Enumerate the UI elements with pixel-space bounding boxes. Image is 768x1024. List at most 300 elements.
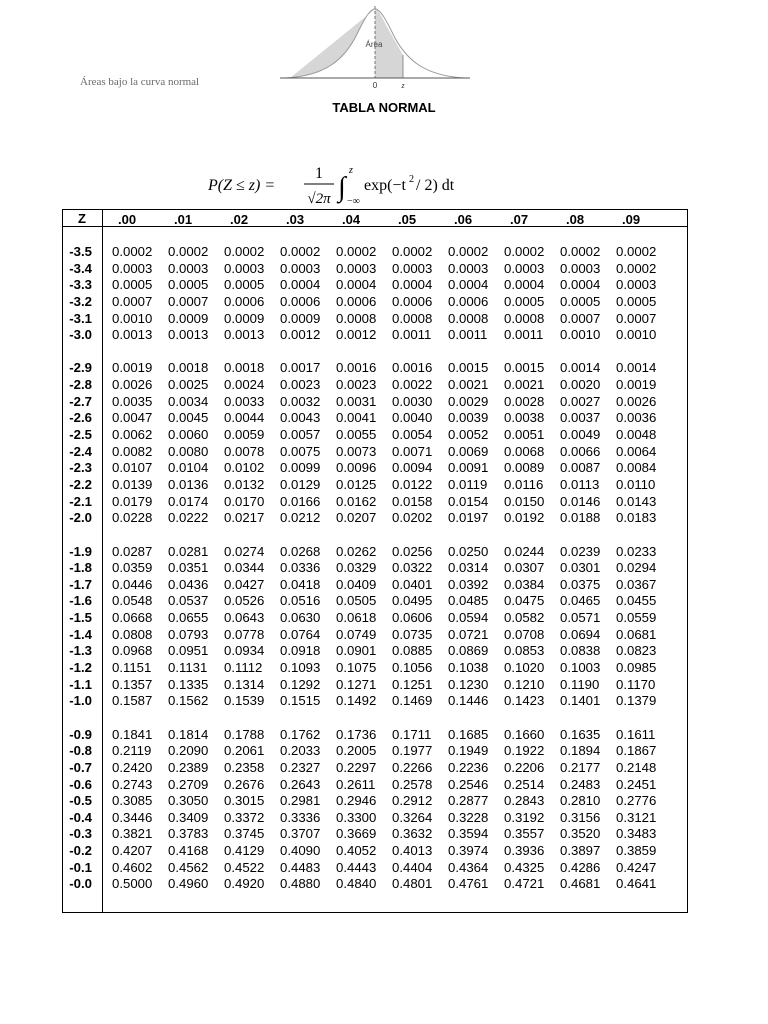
probability-cell: 0.0158 xyxy=(392,493,433,509)
probability-cell: 0.0006 xyxy=(392,293,433,309)
probability-cell: 0.2810 xyxy=(560,793,601,809)
probability-cell: 0.0708 xyxy=(504,626,545,642)
probability-cell: 0.0116 xyxy=(504,476,544,492)
probability-cell: 0.0618 xyxy=(336,610,377,626)
probability-cell: 0.0073 xyxy=(336,443,377,459)
probability-cell: 0.0823 xyxy=(616,643,657,659)
table-row xyxy=(62,294,662,311)
probability-cell: 0.0003 xyxy=(224,260,265,276)
probability-cell: 0.0853 xyxy=(504,643,545,659)
probability-cell: 0.0110 xyxy=(616,476,656,492)
probability-cell: 0.0002 xyxy=(224,244,265,259)
probability-cell: 0.1611 xyxy=(616,726,656,742)
column-header: .07 xyxy=(510,212,529,227)
formula-body: exp(−t xyxy=(364,177,406,194)
probability-cell: 0.0019 xyxy=(112,360,153,376)
z-value: -2.6 xyxy=(69,410,92,426)
probability-cell: 0.3264 xyxy=(392,809,433,825)
probability-cell: 0.1922 xyxy=(504,743,545,759)
probability-cell: 0.0029 xyxy=(448,393,489,409)
probability-cell: 0.0030 xyxy=(392,393,433,409)
z-value: -0.7 xyxy=(69,759,92,775)
probability-cell: 0.0002 xyxy=(168,244,209,259)
probability-cell: 0.0192 xyxy=(504,510,545,526)
probability-cell: 0.3372 xyxy=(224,809,265,825)
z-value: -3.0 xyxy=(69,327,92,343)
table-row xyxy=(62,560,662,577)
probability-cell: 0.1093 xyxy=(280,660,321,676)
probability-cell: 0.4641 xyxy=(616,876,657,892)
probability-cell: 0.0004 xyxy=(392,277,433,293)
probability-cell: 0.0037 xyxy=(560,410,601,426)
probability-cell: 0.0004 xyxy=(504,277,545,293)
table-row xyxy=(62,577,662,594)
probability-cell: 0.2776 xyxy=(616,793,657,809)
probability-cell: 0.0066 xyxy=(560,443,601,459)
probability-cell: 0.1977 xyxy=(392,743,433,759)
probability-cell: 0.2033 xyxy=(280,743,321,759)
probability-cell: 0.0005 xyxy=(112,277,153,293)
probability-cell: 0.4364 xyxy=(448,859,489,875)
probability-cell: 0.0179 xyxy=(112,493,153,509)
probability-cell: 0.0060 xyxy=(168,427,209,443)
probability-cell: 0.1251 xyxy=(392,676,433,692)
probability-cell: 0.1292 xyxy=(280,676,321,692)
table-row xyxy=(62,311,662,328)
probability-cell: 0.0174 xyxy=(168,493,209,509)
probability-cell: 0.0003 xyxy=(168,260,209,276)
probability-cell: 0.1469 xyxy=(392,693,433,709)
probability-cell: 0.0006 xyxy=(336,293,377,309)
probability-cell: 0.1711 xyxy=(392,726,432,742)
probability-cell: 0.4761 xyxy=(448,876,489,892)
probability-cell: 0.0901 xyxy=(336,643,377,659)
probability-cell: 0.2177 xyxy=(560,759,601,775)
probability-cell: 0.1539 xyxy=(224,693,265,709)
probability-cell: 0.3050 xyxy=(168,793,209,809)
probability-cell: 0.2611 xyxy=(336,776,376,792)
probability-cell: 0.4325 xyxy=(504,859,545,875)
probability-cell: 0.4052 xyxy=(336,843,377,859)
probability-cell: 0.2676 xyxy=(224,776,265,792)
probability-cell: 0.3015 xyxy=(224,793,265,809)
probability-cell: 0.2877 xyxy=(448,793,489,809)
probability-cell: 0.4013 xyxy=(392,843,433,859)
probability-cell: 0.2912 xyxy=(392,793,433,809)
probability-cell: 0.4840 xyxy=(336,876,377,892)
table-row xyxy=(62,261,662,278)
probability-cell: 0.0009 xyxy=(280,310,321,326)
probability-cell: 0.0495 xyxy=(392,593,433,609)
probability-cell: 0.0129 xyxy=(280,476,321,492)
probability-cell: 0.0268 xyxy=(280,543,321,559)
probability-cell: 0.0019 xyxy=(616,377,657,393)
probability-cell: 0.0139 xyxy=(112,476,153,492)
z-value: -1.5 xyxy=(69,610,92,626)
probability-cell: 0.0012 xyxy=(336,327,377,343)
probability-cell: 0.0262 xyxy=(336,543,377,559)
probability-cell: 0.0336 xyxy=(280,560,321,576)
probability-cell: 0.0038 xyxy=(504,410,545,426)
table-row xyxy=(62,760,662,777)
probability-cell: 0.0026 xyxy=(616,393,657,409)
probability-cell: 0.0392 xyxy=(448,576,489,592)
probability-cell: 0.0207 xyxy=(336,510,377,526)
probability-cell: 0.0002 xyxy=(616,260,657,276)
probability-cell: 0.0057 xyxy=(280,427,321,443)
probability-cell: 0.0104 xyxy=(168,460,209,476)
column-header: .00 xyxy=(118,212,137,227)
probability-cell: 0.0322 xyxy=(392,560,433,576)
probability-cell: 0.0217 xyxy=(224,510,265,526)
probability-cell: 0.0002 xyxy=(448,244,489,259)
probability-cell: 0.0233 xyxy=(616,543,657,559)
probability-cell: 0.0548 xyxy=(112,593,153,609)
probability-cell: 0.2389 xyxy=(168,759,209,775)
probability-cell: 0.2327 xyxy=(280,759,321,775)
probability-cell: 0.0026 xyxy=(112,377,153,393)
probability-cell: 0.1151 xyxy=(112,660,152,676)
probability-cell: 0.0006 xyxy=(280,293,321,309)
probability-cell: 0.1894 xyxy=(560,743,601,759)
probability-cell: 0.0344 xyxy=(224,560,265,576)
probability-cell: 0.0024 xyxy=(224,377,265,393)
probability-cell: 0.3974 xyxy=(448,843,489,859)
probability-cell: 0.1949 xyxy=(448,743,489,759)
probability-cell: 0.2843 xyxy=(504,793,545,809)
probability-cell: 0.3745 xyxy=(224,826,265,842)
column-header: .02 xyxy=(230,212,249,227)
probability-cell: 0.0002 xyxy=(392,244,433,259)
probability-cell: 0.0005 xyxy=(504,293,545,309)
probability-cell: 0.0015 xyxy=(448,360,489,376)
probability-cell: 0.3483 xyxy=(616,826,657,842)
probability-cell: 0.0049 xyxy=(560,427,601,443)
probability-cell: 0.0003 xyxy=(392,260,433,276)
probability-cell: 0.1788 xyxy=(224,726,265,742)
probability-cell: 0.0537 xyxy=(168,593,209,609)
probability-cell: 0.0069 xyxy=(448,443,489,459)
probability-cell: 0.0681 xyxy=(616,626,657,642)
probability-cell: 0.0132 xyxy=(224,476,265,492)
probability-cell: 0.0082 xyxy=(112,443,153,459)
probability-cell: 0.4286 xyxy=(560,859,601,875)
probability-cell: 0.0089 xyxy=(504,460,545,476)
probability-cell: 0.2709 xyxy=(168,776,209,792)
probability-cell: 0.0008 xyxy=(392,310,433,326)
probability-cell: 0.0694 xyxy=(560,626,601,642)
probability-cell: 0.0505 xyxy=(336,593,377,609)
probability-cell: 0.0052 xyxy=(448,427,489,443)
probability-cell: 0.4404 xyxy=(392,859,433,875)
probability-cell: 0.0096 xyxy=(336,460,377,476)
probability-cell: 0.0005 xyxy=(168,277,209,293)
probability-cell: 0.0951 xyxy=(168,643,209,659)
zero-label: 0 xyxy=(372,81,378,90)
probability-cell: 0.0002 xyxy=(560,244,601,259)
probability-cell: 0.0212 xyxy=(280,510,321,526)
probability-cell: 0.0091 xyxy=(448,460,489,476)
probability-cell: 0.0885 xyxy=(392,643,433,659)
probability-cell: 0.0007 xyxy=(112,293,153,309)
probability-cell: 0.0918 xyxy=(280,643,321,659)
table-row xyxy=(62,793,662,810)
probability-cell: 0.0013 xyxy=(224,327,265,343)
probability-cell: 0.0985 xyxy=(616,660,657,676)
probability-cell: 0.0007 xyxy=(560,310,601,326)
probability-cell: 0.0764 xyxy=(280,626,321,642)
probability-cell: 0.1736 xyxy=(336,726,377,742)
probability-cell: 0.2266 xyxy=(392,759,433,775)
probability-cell: 0.4090 xyxy=(280,843,321,859)
table-row xyxy=(62,743,662,760)
probability-cell: 0.3156 xyxy=(560,809,601,825)
table-row xyxy=(62,544,662,561)
page-title: TABLA NORMAL xyxy=(332,100,436,115)
probability-cell: 0.0154 xyxy=(448,493,489,509)
probability-cell: 0.0010 xyxy=(560,327,601,343)
table-row xyxy=(62,494,662,511)
probability-cell: 0.1003 xyxy=(560,660,601,676)
probability-cell: 0.2514 xyxy=(504,776,545,792)
z-value: -0.0 xyxy=(69,876,92,892)
probability-cell: 0.0048 xyxy=(616,427,657,443)
probability-cell: 0.0228 xyxy=(112,510,153,526)
probability-cell: 0.0122 xyxy=(392,476,433,492)
probability-cell: 0.0516 xyxy=(280,593,321,609)
column-header: .01 xyxy=(174,212,193,227)
probability-cell: 0.0040 xyxy=(392,410,433,426)
probability-cell: 0.0003 xyxy=(448,260,489,276)
probability-cell: 0.1867 xyxy=(616,743,657,759)
probability-cell: 0.4562 xyxy=(168,859,209,875)
probability-cell: 0.0003 xyxy=(504,260,545,276)
probability-cell: 0.0004 xyxy=(280,277,321,293)
probability-cell: 0.0136 xyxy=(168,476,209,492)
probability-cell: 0.0384 xyxy=(504,576,545,592)
formula-tail: / 2) dt xyxy=(416,177,455,194)
probability-cell: 0.0721 xyxy=(448,626,489,642)
probability-cell: 0.0039 xyxy=(448,410,489,426)
probability-cell: 0.0099 xyxy=(280,460,321,476)
table-row xyxy=(62,610,662,627)
probability-cell: 0.0045 xyxy=(168,410,209,426)
figure-caption: Áreas bajo la curva normal xyxy=(80,76,200,88)
probability-cell: 0.3520 xyxy=(560,826,601,842)
probability-cell: 0.0003 xyxy=(112,260,153,276)
probability-cell: 0.0409 xyxy=(336,576,377,592)
z-value: -0.2 xyxy=(69,843,92,859)
probability-cell: 0.3783 xyxy=(168,826,209,842)
z-value: -2.3 xyxy=(69,460,92,476)
probability-cell: 0.0606 xyxy=(392,610,433,626)
table-row xyxy=(62,327,662,344)
probability-cell: 0.1075 xyxy=(336,660,377,676)
probability-cell: 0.4207 xyxy=(112,843,153,859)
probability-cell: 0.0202 xyxy=(392,510,433,526)
probability-cell: 0.0475 xyxy=(504,593,545,609)
probability-cell: 0.0078 xyxy=(224,443,265,459)
table-row xyxy=(62,810,662,827)
probability-cell: 0.4247 xyxy=(616,859,657,875)
probability-cell: 0.0015 xyxy=(504,360,545,376)
probability-cell: 0.0183 xyxy=(616,510,657,526)
probability-cell: 0.1038 xyxy=(448,660,489,676)
probability-cell: 0.3859 xyxy=(616,843,657,859)
probability-cell: 0.0446 xyxy=(112,576,153,592)
probability-cell: 0.3446 xyxy=(112,809,153,825)
z-value: -1.0 xyxy=(69,693,92,709)
probability-cell: 0.0150 xyxy=(504,493,545,509)
probability-cell: 0.3228 xyxy=(448,809,489,825)
z-value: -1.8 xyxy=(69,560,92,576)
z-value: -0.8 xyxy=(69,743,92,759)
probability-cell: 0.1401 xyxy=(560,693,601,709)
probability-cell: 0.1492 xyxy=(336,693,377,709)
probability-cell: 0.1379 xyxy=(616,693,657,709)
probability-cell: 0.2358 xyxy=(224,759,265,775)
probability-cell: 0.0043 xyxy=(280,410,321,426)
probability-cell: 0.0012 xyxy=(280,327,321,343)
probability-cell: 0.0002 xyxy=(336,244,377,259)
z-value: -2.5 xyxy=(69,427,92,443)
probability-cell: 0.0436 xyxy=(168,576,209,592)
probability-cell: 0.2643 xyxy=(280,776,321,792)
probability-cell: 0.0014 xyxy=(560,360,601,376)
probability-cell: 0.0028 xyxy=(504,393,545,409)
probability-cell: 0.1814 xyxy=(168,726,209,742)
area-label: Área xyxy=(365,40,383,49)
probability-cell: 0.5000 xyxy=(112,876,153,892)
probability-cell: 0.0059 xyxy=(224,427,265,443)
group-spacer xyxy=(62,344,662,361)
probability-cell: 0.0023 xyxy=(280,377,321,393)
probability-cell: 0.0455 xyxy=(616,593,657,609)
z-value: -0.1 xyxy=(69,859,92,875)
probability-cell: 0.3409 xyxy=(168,809,209,825)
probability-cell: 0.0003 xyxy=(336,260,377,276)
probability-cell: 0.0526 xyxy=(224,593,265,609)
probability-cell: 0.0041 xyxy=(336,410,377,426)
probability-cell: 0.4602 xyxy=(112,859,153,875)
probability-cell: 0.0375 xyxy=(560,576,601,592)
probability-cell: 0.3085 xyxy=(112,793,153,809)
probability-cell: 0.0239 xyxy=(560,543,601,559)
probability-cell: 0.0018 xyxy=(168,360,209,376)
probability-cell: 0.1635 xyxy=(560,726,601,742)
z-value: -1.3 xyxy=(69,643,92,659)
probability-cell: 0.0143 xyxy=(616,493,657,509)
probability-cell: 0.4880 xyxy=(280,876,321,892)
probability-cell: 0.2005 xyxy=(336,743,377,759)
probability-cell: 0.0021 xyxy=(448,377,489,393)
probability-cell: 0.4129 xyxy=(224,843,265,859)
probability-cell: 0.3936 xyxy=(504,843,545,859)
probability-cell: 0.0003 xyxy=(616,277,657,293)
probability-cell: 0.3897 xyxy=(560,843,601,859)
formula-exponent: 2 xyxy=(409,174,414,185)
probability-cell: 0.0146 xyxy=(560,493,601,509)
probability-cell: 0.0287 xyxy=(112,543,153,559)
table-row xyxy=(62,643,662,660)
z-value: -1.7 xyxy=(69,576,92,592)
probability-cell: 0.3557 xyxy=(504,826,545,842)
probability-cell: 0.0559 xyxy=(616,610,657,626)
probability-cell: 0.4681 xyxy=(560,876,601,892)
probability-cell: 0.0329 xyxy=(336,560,377,576)
probability-cell: 0.0051 xyxy=(504,427,545,443)
column-header: .03 xyxy=(286,212,305,227)
probability-cell: 0.0582 xyxy=(504,610,545,626)
probability-cell: 0.0014 xyxy=(616,360,657,376)
formula-denominator: √2π xyxy=(307,191,331,207)
probability-cell: 0.0034 xyxy=(168,393,209,409)
probability-cell: 0.0162 xyxy=(336,493,377,509)
probability-cell: 0.2483 xyxy=(560,776,601,792)
probability-cell: 0.0934 xyxy=(224,643,265,659)
probability-cell: 0.0009 xyxy=(224,310,265,326)
probability-cell: 0.0351 xyxy=(168,560,209,576)
probability-cell: 0.0010 xyxy=(112,310,153,326)
probability-cell: 0.0301 xyxy=(560,560,601,576)
probability-cell: 0.0307 xyxy=(504,560,545,576)
probability-cell: 0.2206 xyxy=(504,759,545,775)
probability-cell: 0.0075 xyxy=(280,443,321,459)
probability-cell: 0.0222 xyxy=(168,510,209,526)
probability-cell: 0.0003 xyxy=(280,260,321,276)
probability-cell: 0.1841 xyxy=(112,726,153,742)
probability-cell: 0.0084 xyxy=(616,460,657,476)
probability-cell: 0.1562 xyxy=(168,693,209,709)
probability-cell: 0.3300 xyxy=(336,809,377,825)
table-row xyxy=(62,460,662,477)
z-value: -3.4 xyxy=(69,260,92,276)
probability-cell: 0.2236 xyxy=(448,759,489,775)
probability-cell: 0.0035 xyxy=(112,393,153,409)
z-value: -1.6 xyxy=(69,593,92,609)
probability-cell: 0.0094 xyxy=(392,460,433,476)
formula-numerator: 1 xyxy=(315,165,323,182)
probability-cell: 0.0006 xyxy=(224,293,265,309)
table-row xyxy=(62,410,662,427)
z-value: -3.1 xyxy=(69,310,92,326)
probability-cell: 0.4483 xyxy=(280,859,321,875)
z-value: -1.9 xyxy=(69,543,92,559)
probability-cell: 0.3594 xyxy=(448,826,489,842)
probability-cell: 0.0250 xyxy=(448,543,489,559)
table-row xyxy=(62,677,662,694)
probability-cell: 0.2090 xyxy=(168,743,209,759)
probability-cell: 0.1357 xyxy=(112,676,153,692)
probability-cell: 0.0055 xyxy=(336,427,377,443)
probability-cell: 0.1515 xyxy=(280,693,321,709)
table-row xyxy=(62,427,662,444)
z-value: -3.5 xyxy=(69,244,92,259)
table-body xyxy=(62,244,662,893)
probability-cell: 0.0002 xyxy=(112,244,153,259)
probability-cell: 0.2946 xyxy=(336,793,377,809)
probability-cell: 0.0011 xyxy=(448,327,488,343)
column-header: .04 xyxy=(342,212,361,227)
probability-cell: 0.2546 xyxy=(448,776,489,792)
table-row xyxy=(62,876,662,893)
integral-lower: −∞ xyxy=(347,196,360,207)
column-header: .05 xyxy=(398,212,417,227)
probability-cell: 0.1762 xyxy=(280,726,321,742)
probability-cell: 0.0002 xyxy=(616,244,657,259)
table-row xyxy=(62,277,662,294)
probability-cell: 0.0020 xyxy=(560,377,601,393)
